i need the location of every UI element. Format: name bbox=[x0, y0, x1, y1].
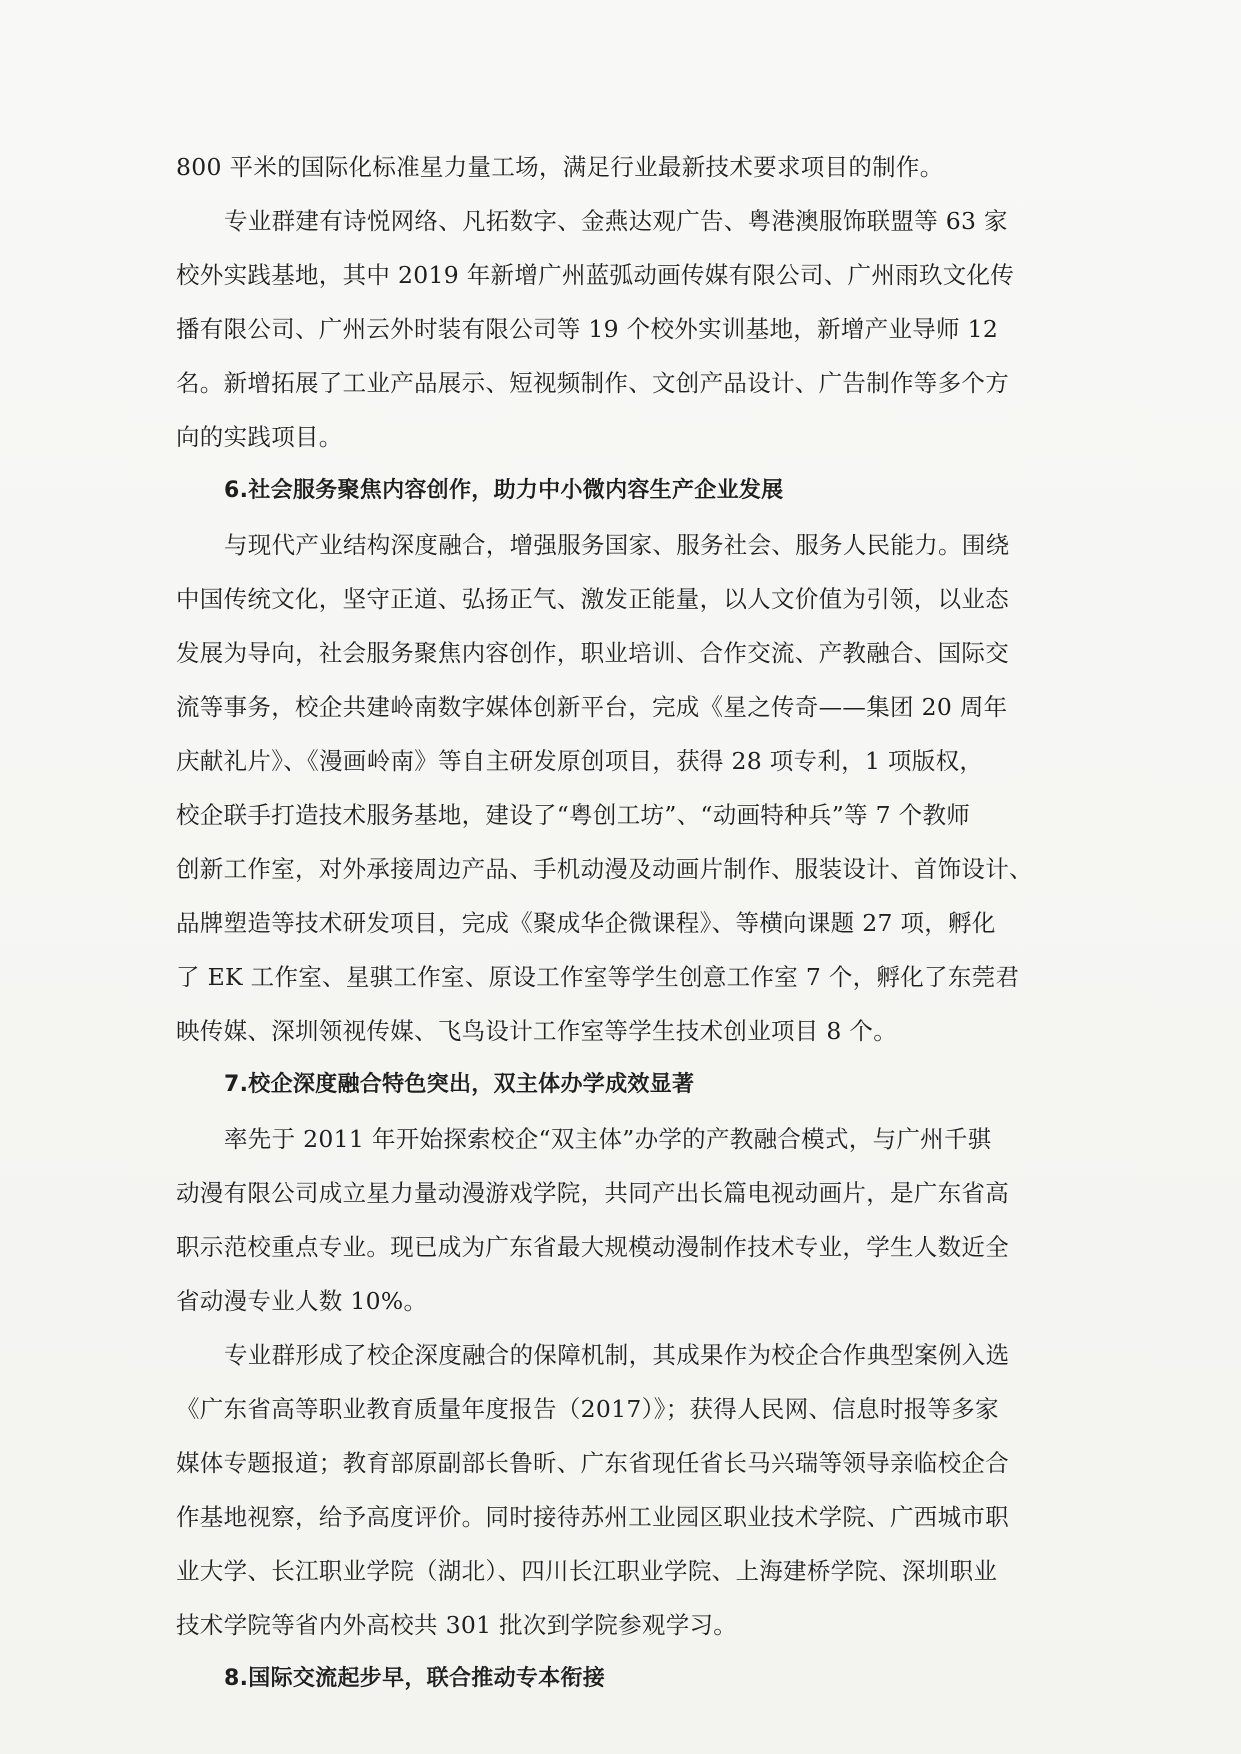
text-line: 校外实践基地，其中 2019 年新增广州蓝弧动画传媒有限公司、广州雨玖文化传 bbox=[176, 261, 1015, 289]
text-line: 了 EK 工作室、星骐工作室、原设工作室等学生创意工作室 7 个，孵化了东莞君 bbox=[176, 963, 1020, 991]
text-line: 专业群形成了校企深度融合的保障机制，其成果作为校企合作典型案例入选 bbox=[224, 1341, 1010, 1369]
text-line: 发展为导向，社会服务聚焦内容创作，职业培训、合作交流、产教融合、国际交 bbox=[176, 639, 1009, 667]
text-line: 播有限公司、广州云外时装有限公司等 19 个校外实训基地，新增产业导师 12 bbox=[176, 315, 999, 343]
heading-line: 7.校企深度融合特色突出，双主体办学成效显著 bbox=[224, 1072, 695, 1097]
text-line: 专业群建有诗悦网络、凡拓数字、金燕达观广告、粤港澳服饰联盟等 63 家 bbox=[224, 207, 1008, 235]
text-line: 中国传统文化，坚守正道、弘扬正气、激发正能量，以人文价值为引领，以业态 bbox=[176, 585, 1009, 613]
text-line: 流等事务，校企共建岭南数字媒体创新平台，完成《星之传奇——集团 20 周年 bbox=[176, 693, 1008, 721]
section-heading bbox=[176, 464, 1076, 518]
text-line: 名。新增拓展了工业产品展示、短视频制作、文创产品设计、广告制作等多个方 bbox=[176, 369, 1009, 397]
text-line: 动漫有限公司成立星力量动漫游戏学院，共同产出长篇电视动画片，是广东省高 bbox=[176, 1179, 1009, 1207]
document-body bbox=[176, 140, 1076, 1706]
text-line: 庆献礼片》、《漫画岭南》等自主研发原创项目，获得 28 项专利，1 项版权， bbox=[176, 747, 984, 775]
text-line: 品牌塑造等技术研发项目，完成《聚成华企微课程》、等横向课题 27 项，孵化 bbox=[176, 909, 996, 937]
paragraph bbox=[176, 194, 1076, 464]
text-line: 创新工作室，对外承接周边产品、手机动漫及动画片制作、服装设计、首饰设计、 bbox=[176, 855, 1033, 883]
text-line: 校企联手打造技术服务基地，建设了“粤创工坊”、“动画特种兵”等 7 个教师 bbox=[176, 801, 971, 829]
text-line: 800 平米的国际化标准星力量工场，满足行业最新技术要求项目的制作。 bbox=[176, 153, 944, 181]
text-line: 职示范校重点专业。现已成为广东省最大规模动漫制作技术专业，学生人数近全 bbox=[176, 1233, 1009, 1261]
heading-line: 6.社会服务聚焦内容创作，助力中小微内容生产企业发展 bbox=[224, 478, 784, 503]
text-line: 作基地视察，给予高度评价。同时接待苏州工业园区职业技术学院、广西城市职 bbox=[176, 1503, 1009, 1531]
paragraph bbox=[176, 518, 1076, 1058]
heading-line: 8.国际交流起步早，联合推动专本衔接 bbox=[224, 1666, 606, 1691]
text-line: 媒体专题报道；教育部原副部长鲁昕、广东省现任省长马兴瑞等领导亲临校企合 bbox=[176, 1449, 1009, 1477]
text-line: 与现代产业结构深度融合，增强服务国家、服务社会、服务人民能力。围绕 bbox=[224, 531, 1010, 559]
section-heading bbox=[176, 1652, 1076, 1706]
text-line: 技术学院等省内外高校共 301 批次到学院参观学习。 bbox=[176, 1611, 738, 1639]
text-line: 省动漫专业人数 10%。 bbox=[176, 1287, 428, 1315]
paragraph bbox=[176, 140, 1076, 194]
text-line: 《广东省高等职业教育质量年度报告（2017）》；获得人民网、信息时报等多家 bbox=[176, 1395, 999, 1423]
paragraph bbox=[176, 1328, 1076, 1652]
text-line: 映传媒、深圳领视传媒、飞鸟设计工作室等学生技术创业项目 8 个。 bbox=[176, 1017, 897, 1045]
text-line: 业大学、长江职业学院（湖北）、四川长江职业学院、上海建桥学院、深圳职业 bbox=[176, 1557, 998, 1585]
section-heading bbox=[176, 1058, 1076, 1112]
text-line: 率先于 2011 年开始探索校企“双主体”办学的产教融合模式，与广州千骐 bbox=[224, 1125, 992, 1153]
text-line: 向的实践项目。 bbox=[176, 423, 343, 451]
paragraph bbox=[176, 1112, 1076, 1328]
